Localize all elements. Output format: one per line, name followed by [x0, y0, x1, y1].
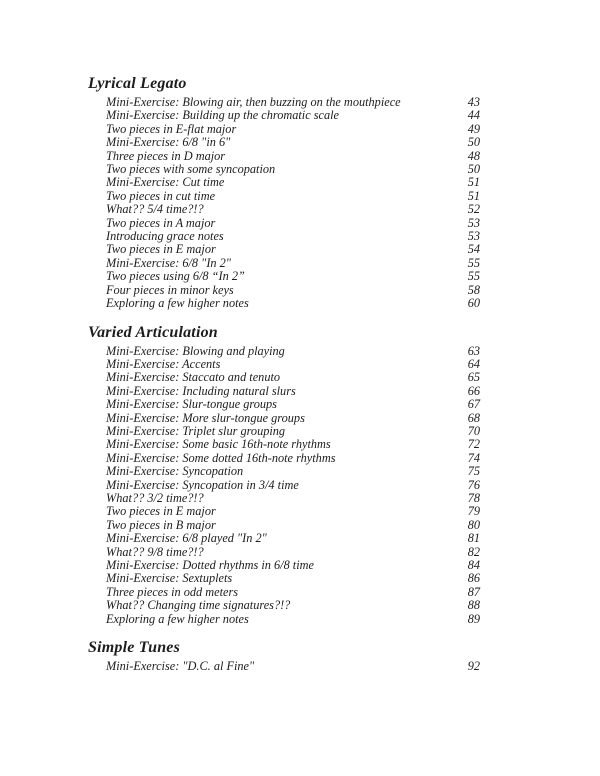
entry-page-number: 78: [467, 490, 480, 505]
toc-entry-row: [88, 297, 480, 310]
toc-entry-row: [88, 505, 480, 518]
toc-entry-row: [88, 257, 480, 270]
entry-title: What?? 5/4 time?!?: [106, 202, 204, 217]
entry-page-number: 81: [467, 531, 480, 546]
entry-title: Two pieces in cut time: [106, 188, 216, 203]
entry-title: Four pieces in minor keys: [106, 282, 234, 297]
toc-entry-row: [88, 96, 480, 109]
toc-entry-row: [88, 109, 480, 122]
toc-entry-row: [88, 243, 480, 256]
toc-entry-row: [88, 492, 480, 505]
entry-page-number: 51: [467, 188, 480, 203]
entry-page-number: 51: [467, 175, 480, 190]
toc-entry-row: [88, 230, 480, 243]
entry-title: Mini-Exercise: Some dotted 16th-note rhythms: [106, 450, 336, 465]
entry-page-number: 89: [467, 611, 480, 626]
entry-title: Two pieces in E major: [106, 504, 216, 519]
entry-page-number: 76: [467, 477, 480, 492]
entry-title: Mini-Exercise: Including natural slurs: [106, 383, 296, 398]
entry-page-number: 66: [467, 383, 480, 398]
entry-title: Mini-Exercise: Some basic 16th-note rhythms: [106, 437, 331, 452]
toc-section-simple-tunes: [88, 638, 480, 673]
entry-page-number: 55: [467, 269, 480, 284]
entry-title: Mini-Exercise: Building up the chromatic scale: [106, 108, 340, 123]
entry-page-number: 92: [467, 659, 480, 674]
entry-title: Mini-Exercise: Triplet slur grouping: [106, 423, 286, 438]
entry-title: Two pieces using 6/8 “In 2”: [106, 269, 245, 284]
toc-entry-row: [88, 613, 480, 626]
entry-title: What?? 9/8 time?!?: [106, 544, 204, 559]
toc-entry-row: [88, 519, 480, 532]
entry-title: Mini-Exercise: Syncopation: [106, 464, 244, 479]
section-title: Simple Tunes: [88, 639, 181, 657]
toc-entry-row: [88, 586, 480, 599]
entry-page-number: 49: [467, 121, 480, 136]
entry-title: Mini-Exercise: Accents: [106, 356, 221, 371]
entry-page-number: 82: [467, 544, 480, 559]
entry-page-number: 48: [467, 148, 480, 163]
table-of-contents: [88, 74, 480, 673]
toc-entry-list: [88, 96, 480, 311]
toc-entry-row: [88, 452, 480, 465]
entry-page-number: 64: [467, 356, 480, 371]
entry-title: Mini-Exercise: Slur-tongue groups: [106, 397, 277, 412]
toc-entry-row: [88, 385, 480, 398]
toc-entry-row: [88, 479, 480, 492]
entry-title: Two pieces in A major: [106, 215, 216, 230]
toc-section-varied-articulation: [88, 323, 480, 627]
toc-entry-row: [88, 345, 480, 358]
entry-title: Mini-Exercise: Blowing and playing: [106, 343, 285, 358]
entry-title: Exploring a few higher notes: [106, 296, 249, 311]
toc-entry-row: [88, 190, 480, 203]
entry-title: Mini-Exercise: Dotted rhythms in 6/8 time: [106, 558, 314, 572]
toc-entry-row: [88, 270, 480, 283]
toc-entry-row: [88, 546, 480, 559]
entry-title: Introducing grace notes: [106, 229, 224, 244]
entry-title: Two pieces with some syncopation: [106, 162, 276, 177]
entry-page-number: 50: [467, 135, 480, 150]
toc-entry-row: [88, 398, 480, 411]
entry-title: Mini-Exercise: Syncopation in 3/4 time: [106, 477, 299, 492]
entry-page-number: 88: [467, 598, 480, 613]
entry-title: Three pieces in D major: [106, 148, 226, 163]
entry-page-number: 84: [467, 558, 480, 572]
toc-entry-row: [88, 136, 480, 149]
entry-title: Mini-Exercise: 6/8 "in 6": [106, 135, 231, 150]
toc-entry-row: [88, 150, 480, 163]
entry-page-number: 79: [467, 504, 480, 519]
entry-page-number: 65: [467, 370, 480, 385]
entry-page-number: 43: [467, 95, 480, 109]
entry-title: What?? 3/2 time?!?: [106, 490, 204, 505]
toc-entry-row: [88, 284, 480, 297]
entry-page-number: 74: [467, 450, 480, 465]
entry-title: Mini-Exercise: "D.C. al Fine": [106, 659, 255, 674]
toc-entry-row: [88, 532, 480, 545]
entry-title: Mini-Exercise: More slur-tongue groups: [106, 410, 305, 425]
entry-page-number: 67: [467, 397, 480, 412]
entry-page-number: 80: [467, 517, 480, 532]
entry-page-number: 58: [467, 282, 480, 297]
entry-title: Two pieces in E-flat major: [106, 121, 237, 136]
entry-page-number: 50: [467, 162, 480, 177]
entry-title: Mini-Exercise: Staccato and tenuto: [106, 370, 281, 385]
entry-page-number: 68: [467, 410, 480, 425]
entry-page-number: 44: [467, 108, 480, 123]
entry-page-number: 60: [467, 296, 480, 311]
toc-entry-row: [88, 438, 480, 451]
entry-title: Mini-Exercise: Cut time: [106, 175, 225, 190]
entry-title: Mini-Exercise: Sextuplets: [106, 571, 233, 586]
entry-page-number: 53: [467, 229, 480, 244]
entry-page-number: 72: [467, 437, 480, 452]
toc-entry-list: [88, 660, 480, 673]
entry-title: Two pieces in B major: [106, 517, 216, 532]
section-title: Lyrical Legato: [88, 75, 187, 92]
entry-page-number: 52: [467, 202, 480, 217]
toc-section-lyrical-legato: [88, 74, 480, 311]
entry-page-number: 53: [467, 215, 480, 230]
toc-entry-row: [88, 371, 480, 384]
toc-entry-row: [88, 660, 480, 673]
toc-entry-row: [88, 217, 480, 230]
entry-title: What?? Changing time signatures?!?: [106, 598, 291, 613]
toc-entry-row: [88, 599, 480, 612]
toc-entry-row: [88, 358, 480, 371]
entry-page-number: 87: [467, 584, 480, 599]
toc-entry-row: [88, 572, 480, 585]
toc-entry-row: [88, 412, 480, 425]
section-title: Varied Articulation: [88, 323, 218, 341]
entry-page-number: 75: [467, 464, 480, 479]
entry-title: Exploring a few higher notes: [106, 611, 249, 626]
entry-page-number: 63: [467, 343, 480, 358]
toc-entry-row: [88, 176, 480, 189]
toc-entry-row: [88, 163, 480, 176]
entry-title: Mini-Exercise: 6/8 played "In 2": [106, 531, 267, 546]
entry-page-number: 70: [467, 423, 480, 438]
toc-entry-row: [88, 203, 480, 216]
toc-entry-row: [88, 425, 480, 438]
entry-title: Mini-Exercise: Blowing air, then buzzing on the mouthpiece: [106, 95, 401, 109]
toc-entry-list: [88, 345, 480, 627]
entry-page-number: 54: [467, 242, 480, 257]
entry-page-number: 86: [467, 571, 480, 586]
entry-title: Mini-Exercise: 6/8 "In 2": [106, 255, 231, 270]
toc-entry-row: [88, 465, 480, 478]
toc-entry-row: [88, 559, 480, 572]
entry-title: Two pieces in E major: [106, 242, 216, 257]
toc-entry-row: [88, 123, 480, 136]
entry-title: Three pieces in odd meters: [106, 584, 239, 599]
entry-page-number: 55: [467, 255, 480, 270]
